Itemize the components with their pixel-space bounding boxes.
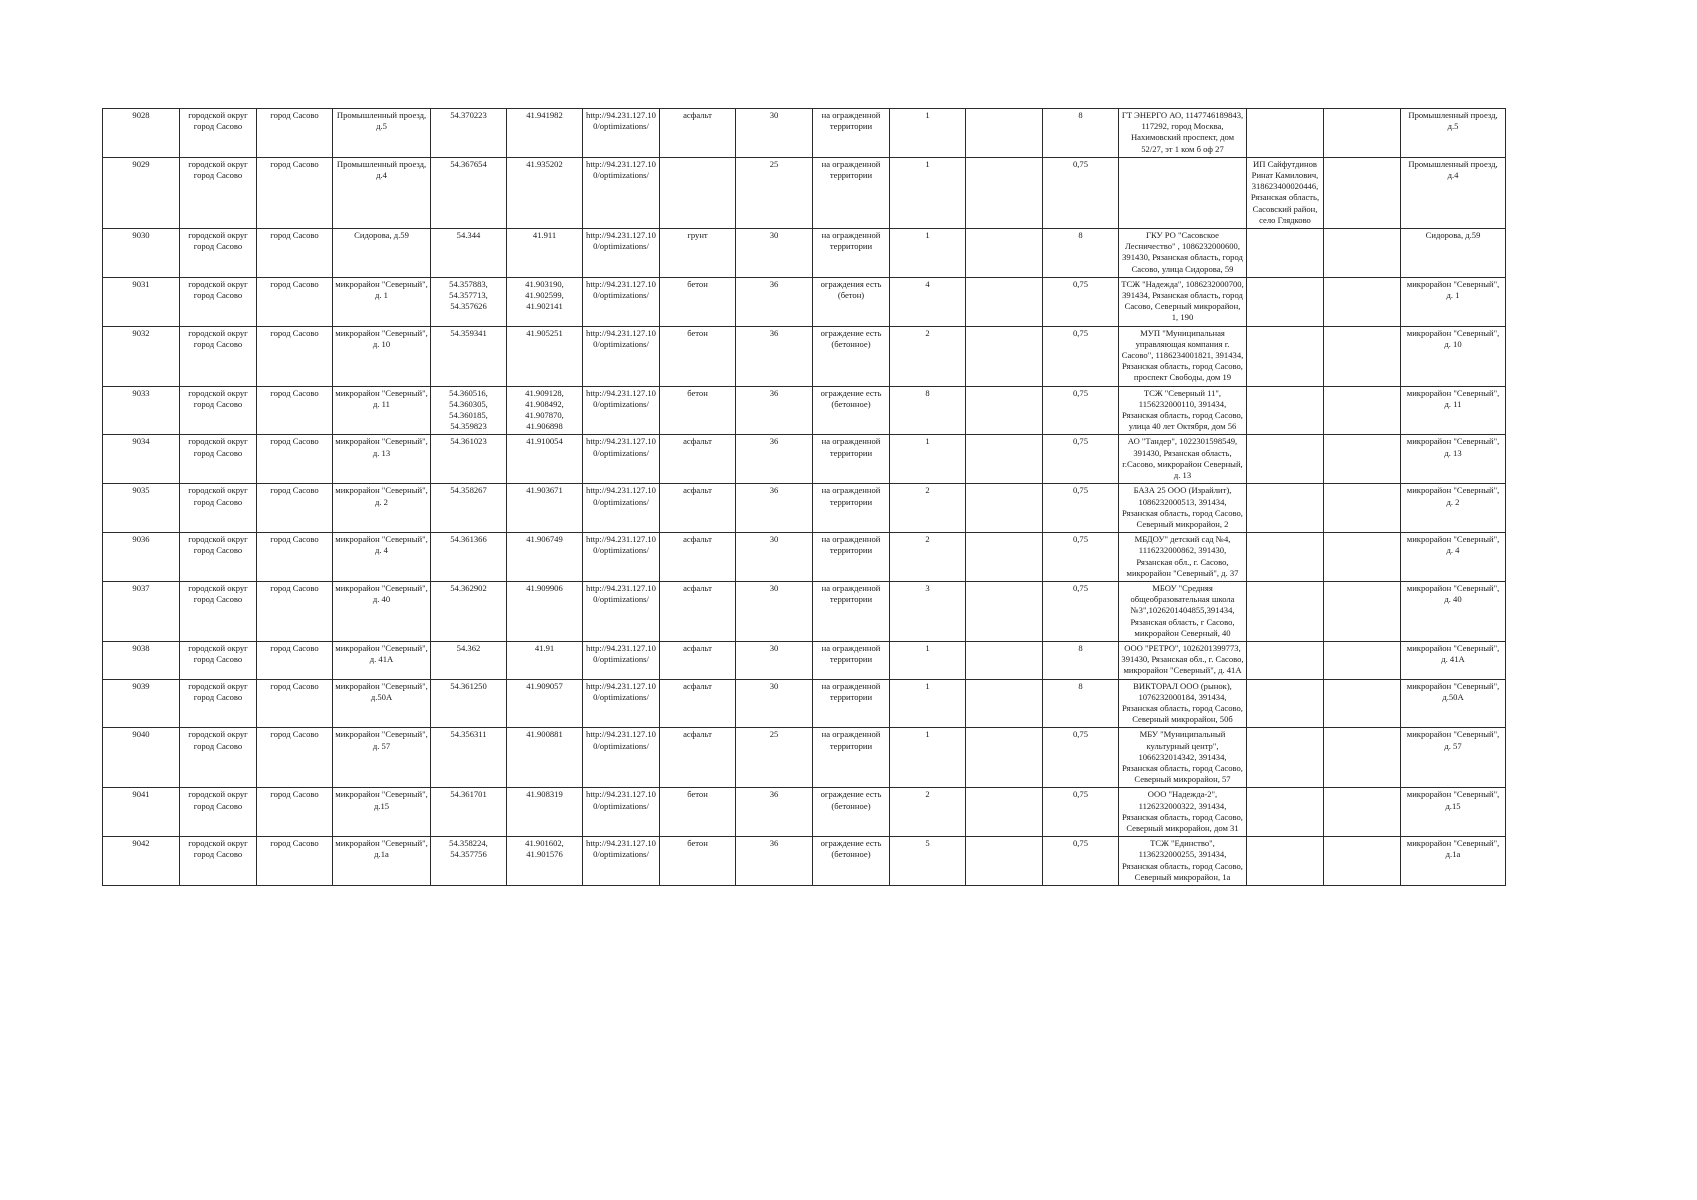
city-cell: город Сасово [257, 326, 333, 386]
container-volume-cell: 0,75 [1043, 788, 1119, 837]
site-number: 9040 [103, 728, 180, 788]
fence-cell: ограждение есть (бетонное) [813, 788, 890, 837]
longitude-cell: 41.906749 [507, 533, 583, 582]
owner-organization-cell: ТСЖ "Единство", 1136232000255, 391434, Рязанская область, город Сасово, Северный микрорайон, 1а [1119, 837, 1247, 886]
address-cell: Промышленный проезд, д.5 [333, 109, 431, 158]
container-volume-cell: 8 [1043, 229, 1119, 278]
city-cell: город Сасово [257, 109, 333, 158]
site-number: 9032 [103, 326, 180, 386]
address-cell: Сидорова, д.59 [333, 229, 431, 278]
area-cell: 30 [736, 109, 813, 158]
site-number: 9038 [103, 641, 180, 679]
container-volume-cell: 0,75 [1043, 533, 1119, 582]
longitude-cell: 41.909128, 41.908492, 41.907870, 41.906898 [507, 386, 583, 435]
map-link[interactable]: http://94.231.127.100/optimizations/ [583, 788, 660, 837]
owner-organization-cell: ООО "Надежда-2", 1126232000322, 391434, Рязанская область, город Сасово, Северный микрорайон, дом 31 [1119, 788, 1247, 837]
area-cell: 30 [736, 229, 813, 278]
surface-cell: бетон [660, 386, 736, 435]
surface-cell: асфальт [660, 679, 736, 728]
container-count-cell: 3 [890, 581, 966, 641]
district-cell: городской округ город Сасово [180, 679, 257, 728]
empty-cell [966, 581, 1043, 641]
empty-cell [1324, 837, 1401, 886]
source-address-cell: микрорайон "Северный", д. 10 [1401, 326, 1506, 386]
empty-cell [1324, 277, 1401, 326]
fence-cell: ограждение есть (бетонное) [813, 837, 890, 886]
owner-entrepreneur-cell [1247, 679, 1324, 728]
city-cell: город Сасово [257, 484, 333, 533]
area-cell: 36 [736, 837, 813, 886]
map-link[interactable]: http://94.231.127.100/optimizations/ [583, 435, 660, 484]
longitude-cell: 41.908319 [507, 788, 583, 837]
district-cell: городской округ город Сасово [180, 484, 257, 533]
surface-cell: бетон [660, 326, 736, 386]
area-cell: 36 [736, 788, 813, 837]
map-link[interactable]: http://94.231.127.100/optimizations/ [583, 728, 660, 788]
longitude-cell: 41.901602, 41.901576 [507, 837, 583, 886]
source-address-cell: микрорайон "Северный", д. 41А [1401, 641, 1506, 679]
table-row [103, 277, 1506, 326]
container-volume-cell: 0,75 [1043, 386, 1119, 435]
container-count-cell: 1 [890, 157, 966, 228]
fence-cell: на огражденной территории [813, 435, 890, 484]
district-cell: городской округ город Сасово [180, 641, 257, 679]
map-link[interactable]: http://94.231.127.100/optimizations/ [583, 641, 660, 679]
owner-entrepreneur-cell [1247, 109, 1324, 158]
container-volume-cell: 0,75 [1043, 157, 1119, 228]
longitude-cell: 41.909057 [507, 679, 583, 728]
district-cell: городской округ город Сасово [180, 435, 257, 484]
surface-cell: асфальт [660, 435, 736, 484]
district-cell: городской округ город Сасово [180, 229, 257, 278]
container-count-cell: 1 [890, 435, 966, 484]
empty-cell [1324, 788, 1401, 837]
address-cell: микрорайон "Северный", д. 40 [333, 581, 431, 641]
table-row [103, 581, 1506, 641]
latitude-cell: 54.358224, 54.357756 [431, 837, 507, 886]
empty-cell [1324, 386, 1401, 435]
empty-cell [1324, 229, 1401, 278]
empty-cell [1324, 157, 1401, 228]
source-address-cell: микрорайон "Северный", д. 11 [1401, 386, 1506, 435]
owner-entrepreneur-cell [1247, 728, 1324, 788]
owner-entrepreneur-cell [1247, 641, 1324, 679]
source-address-cell: Промышленный проезд, д.4 [1401, 157, 1506, 228]
site-number: 9031 [103, 277, 180, 326]
container-volume-cell: 0,75 [1043, 435, 1119, 484]
district-cell: городской округ город Сасово [180, 728, 257, 788]
source-address-cell: микрорайон "Северный", д.50А [1401, 679, 1506, 728]
container-count-cell: 4 [890, 277, 966, 326]
area-cell: 25 [736, 728, 813, 788]
latitude-cell: 54.361023 [431, 435, 507, 484]
fence-cell: на огражденной территории [813, 157, 890, 228]
empty-cell [966, 326, 1043, 386]
container-volume-cell: 0,75 [1043, 326, 1119, 386]
owner-organization-cell: ООО "РЕТРО", 1026201399773, 391430, Рязанская обл., г. Сасово, микрорайон "Северный", д. 41А [1119, 641, 1247, 679]
area-cell: 25 [736, 157, 813, 228]
surface-cell: асфальт [660, 728, 736, 788]
owner-entrepreneur-cell [1247, 229, 1324, 278]
latitude-cell: 54.367654 [431, 157, 507, 228]
container-count-cell: 2 [890, 326, 966, 386]
empty-cell [966, 435, 1043, 484]
longitude-cell: 41.941982 [507, 109, 583, 158]
map-link[interactable]: http://94.231.127.100/optimizations/ [583, 157, 660, 228]
address-cell: микрорайон "Северный", д. 57 [333, 728, 431, 788]
map-link[interactable]: http://94.231.127.100/optimizations/ [583, 837, 660, 886]
address-cell: микрорайон "Северный", д. 13 [333, 435, 431, 484]
source-address-cell: микрорайон "Северный", д. 2 [1401, 484, 1506, 533]
container-count-cell: 1 [890, 641, 966, 679]
district-cell: городской округ город Сасово [180, 277, 257, 326]
city-cell: город Сасово [257, 435, 333, 484]
owner-organization-cell: МУП "Муниципальная управляющая компания г. Сасово", 1186234001821, 391434, Рязанская область, город Сасово, проспект Свободы, дом 19 [1119, 326, 1247, 386]
empty-cell [1324, 326, 1401, 386]
site-number: 9036 [103, 533, 180, 582]
source-address-cell: микрорайон "Северный", д. 1 [1401, 277, 1506, 326]
fence-cell: на огражденной территории [813, 533, 890, 582]
owner-organization-cell: ТСЖ "Северный 11", 1156232000110, 391434, Рязанская область, город Сасово, улица 40 лет Октября, дом 56 [1119, 386, 1247, 435]
container-count-cell: 1 [890, 229, 966, 278]
table-row [103, 484, 1506, 533]
address-cell: Промышленный проезд, д.4 [333, 157, 431, 228]
empty-cell [966, 728, 1043, 788]
fence-cell: ограждение есть (бетонное) [813, 326, 890, 386]
owner-entrepreneur-cell [1247, 533, 1324, 582]
owner-entrepreneur-cell [1247, 837, 1324, 886]
container-volume-cell: 0,75 [1043, 484, 1119, 533]
address-cell: микрорайон "Северный", д.50А [333, 679, 431, 728]
container-volume-cell: 8 [1043, 679, 1119, 728]
container-count-cell: 1 [890, 679, 966, 728]
owner-entrepreneur-cell [1247, 386, 1324, 435]
map-link[interactable]: http://94.231.127.100/optimizations/ [583, 386, 660, 435]
latitude-cell: 54.360516, 54.360305, 54.360185, 54.359823 [431, 386, 507, 435]
empty-cell [1324, 435, 1401, 484]
address-cell: микрорайон "Северный", д. 11 [333, 386, 431, 435]
district-cell: городской округ город Сасово [180, 788, 257, 837]
site-number: 9029 [103, 157, 180, 228]
city-cell: город Сасово [257, 837, 333, 886]
empty-cell [966, 679, 1043, 728]
empty-cell [966, 788, 1043, 837]
site-number: 9033 [103, 386, 180, 435]
longitude-cell: 41.91 [507, 641, 583, 679]
surface-cell: асфальт [660, 109, 736, 158]
container-volume-cell: 0,75 [1043, 837, 1119, 886]
area-cell: 36 [736, 277, 813, 326]
longitude-cell: 41.910054 [507, 435, 583, 484]
fence-cell: на огражденной территории [813, 679, 890, 728]
address-cell: микрорайон "Северный", д.1а [333, 837, 431, 886]
empty-cell [1324, 484, 1401, 533]
container-count-cell: 8 [890, 386, 966, 435]
longitude-cell: 41.909906 [507, 581, 583, 641]
area-cell: 36 [736, 435, 813, 484]
empty-cell [1324, 679, 1401, 728]
site-number: 9028 [103, 109, 180, 158]
map-link[interactable]: http://94.231.127.100/optimizations/ [583, 277, 660, 326]
owner-organization-cell: ВИКТОРАЛ ООО (рынок), 1076232000184, 391434, Рязанская область, город Сасово, Северный микрорайон, 50б [1119, 679, 1247, 728]
map-link[interactable]: http://94.231.127.100/optimizations/ [583, 229, 660, 278]
district-cell: городской округ город Сасово [180, 109, 257, 158]
table-row [103, 837, 1506, 886]
empty-cell [966, 837, 1043, 886]
longitude-cell: 41.935202 [507, 157, 583, 228]
latitude-cell: 54.370223 [431, 109, 507, 158]
empty-cell [966, 277, 1043, 326]
map-link[interactable]: http://94.231.127.100/optimizations/ [583, 679, 660, 728]
empty-cell [1324, 109, 1401, 158]
site-number: 9042 [103, 837, 180, 886]
empty-cell [1324, 728, 1401, 788]
site-number: 9034 [103, 435, 180, 484]
latitude-cell: 54.358267 [431, 484, 507, 533]
table-row [103, 157, 1506, 228]
map-link[interactable]: http://94.231.127.100/optimizations/ [583, 109, 660, 158]
empty-cell [966, 484, 1043, 533]
city-cell: город Сасово [257, 641, 333, 679]
empty-cell [966, 157, 1043, 228]
owner-entrepreneur-cell: ИП Сайфутдинов Ринат Камилович, 318623400020446, Рязанская область, Сасовский район, село Глядково [1247, 157, 1324, 228]
surface-cell: грунт [660, 229, 736, 278]
latitude-cell: 54.361701 [431, 788, 507, 837]
city-cell: город Сасово [257, 533, 333, 582]
fence-cell: ограждение есть (бетонное) [813, 386, 890, 435]
source-address-cell: Сидорова, д.59 [1401, 229, 1506, 278]
container-volume-cell: 8 [1043, 109, 1119, 158]
table-row [103, 728, 1506, 788]
owner-organization-cell: АО "Тандер", 1022301598549, 391430, Рязанская область, г.Сасово, микрорайон Северный, д. 13 [1119, 435, 1247, 484]
area-cell: 36 [736, 386, 813, 435]
table-row [103, 435, 1506, 484]
empty-cell [1324, 641, 1401, 679]
fence-cell: ограждения есть (бетон) [813, 277, 890, 326]
address-cell: микрорайон "Северный", д. 10 [333, 326, 431, 386]
map-link[interactable]: http://94.231.127.100/optimizations/ [583, 484, 660, 533]
source-address-cell: микрорайон "Северный", д. 40 [1401, 581, 1506, 641]
container-volume-cell: 8 [1043, 641, 1119, 679]
district-cell: городской округ город Сасово [180, 157, 257, 228]
owner-organization-cell [1119, 157, 1247, 228]
district-cell: городской округ город Сасово [180, 386, 257, 435]
surface-cell: асфальт [660, 533, 736, 582]
latitude-cell: 54.344 [431, 229, 507, 278]
owner-organization-cell: ГТ ЭНЕРГО АО, 1147746189843, 117292, город Москва, Нахимовский проспект, дом 52/27, эт 1 ком б оф 27 [1119, 109, 1247, 158]
container-count-cell: 1 [890, 728, 966, 788]
table-row [103, 326, 1506, 386]
container-volume-cell: 0,75 [1043, 277, 1119, 326]
table-body [103, 109, 1506, 886]
longitude-cell: 41.911 [507, 229, 583, 278]
empty-cell [966, 109, 1043, 158]
source-address-cell: микрорайон "Северный", д. 13 [1401, 435, 1506, 484]
site-number: 9041 [103, 788, 180, 837]
longitude-cell: 41.900881 [507, 728, 583, 788]
container-volume-cell: 0,75 [1043, 581, 1119, 641]
owner-entrepreneur-cell [1247, 788, 1324, 837]
source-address-cell: микрорайон "Северный", д.1а [1401, 837, 1506, 886]
area-cell: 30 [736, 581, 813, 641]
table-row [103, 788, 1506, 837]
fence-cell: на огражденной территории [813, 581, 890, 641]
address-cell: микрорайон "Северный", д. 41А [333, 641, 431, 679]
surface-cell: асфальт [660, 484, 736, 533]
table-row [103, 679, 1506, 728]
area-cell: 30 [736, 641, 813, 679]
empty-cell [966, 533, 1043, 582]
surface-cell: бетон [660, 277, 736, 326]
city-cell: город Сасово [257, 157, 333, 228]
container-count-cell: 2 [890, 788, 966, 837]
site-number: 9039 [103, 679, 180, 728]
owner-entrepreneur-cell [1247, 277, 1324, 326]
longitude-cell: 41.905251 [507, 326, 583, 386]
city-cell: город Сасово [257, 229, 333, 278]
table-row [103, 229, 1506, 278]
district-cell: городской округ город Сасово [180, 326, 257, 386]
surface-cell: асфальт [660, 581, 736, 641]
latitude-cell: 54.361250 [431, 679, 507, 728]
area-cell: 36 [736, 326, 813, 386]
area-cell: 30 [736, 679, 813, 728]
latitude-cell: 54.362 [431, 641, 507, 679]
area-cell: 30 [736, 533, 813, 582]
source-address-cell: микрорайон "Северный", д. 57 [1401, 728, 1506, 788]
latitude-cell: 54.361366 [431, 533, 507, 582]
container-count-cell: 5 [890, 837, 966, 886]
address-cell: микрорайон "Северный", д. 4 [333, 533, 431, 582]
map-link[interactable]: http://94.231.127.100/optimizations/ [583, 581, 660, 641]
empty-cell [1324, 581, 1401, 641]
surface-cell: бетон [660, 788, 736, 837]
district-cell: городской округ город Сасово [180, 533, 257, 582]
owner-entrepreneur-cell [1247, 435, 1324, 484]
address-cell: микрорайон "Северный", д.15 [333, 788, 431, 837]
surface-cell: бетон [660, 837, 736, 886]
table-row [103, 533, 1506, 582]
owner-organization-cell: ТСЖ "Надежда", 1086232000700, 391434, Рязанская область, город Сасово, Северный микрорайон, 1, 190 [1119, 277, 1247, 326]
district-cell: городской округ город Сасово [180, 837, 257, 886]
table-row [103, 386, 1506, 435]
container-count-cell: 1 [890, 109, 966, 158]
fence-cell: на огражденной территории [813, 484, 890, 533]
address-cell: микрорайон "Северный", д. 1 [333, 277, 431, 326]
owner-entrepreneur-cell [1247, 484, 1324, 533]
owner-organization-cell: ГКУ РО "Сасовское Лесничество" , 1086232000600, 391430, Рязанская область, город Сасово, улица Сидорова, 59 [1119, 229, 1247, 278]
longitude-cell: 41.903671 [507, 484, 583, 533]
waste-sites-table [102, 108, 1506, 886]
owner-entrepreneur-cell [1247, 581, 1324, 641]
city-cell: город Сасово [257, 581, 333, 641]
latitude-cell: 54.362902 [431, 581, 507, 641]
owner-organization-cell: МБДОУ" детский сад №4, 1116232000862, 391430, Рязанская обл., г. Сасово, микрорайон "Северный", д. 37 [1119, 533, 1247, 582]
city-cell: город Сасово [257, 788, 333, 837]
longitude-cell: 41.903190, 41.902599, 41.902141 [507, 277, 583, 326]
latitude-cell: 54.356311 [431, 728, 507, 788]
fence-cell: на огражденной территории [813, 229, 890, 278]
fence-cell: на огражденной территории [813, 109, 890, 158]
map-link[interactable]: http://94.231.127.100/optimizations/ [583, 533, 660, 582]
container-count-cell: 2 [890, 533, 966, 582]
owner-organization-cell: МБОУ "Средняя общеобразовательная школа №3",1026201404855,391434, Рязанская область, г Сасово, микрорайон Северный, 40 [1119, 581, 1247, 641]
source-address-cell: Промышленный проезд, д.5 [1401, 109, 1506, 158]
owner-organization-cell: БАЗА 25 ООО (Израйлит), 1086232000513, 391434, Рязанская область, город Сасово, Северный микрорайон, 2 [1119, 484, 1247, 533]
empty-cell [966, 386, 1043, 435]
city-cell: город Сасово [257, 386, 333, 435]
container-volume-cell: 0,75 [1043, 728, 1119, 788]
empty-cell [966, 641, 1043, 679]
site-number: 9030 [103, 229, 180, 278]
site-number: 9037 [103, 581, 180, 641]
empty-cell [1324, 533, 1401, 582]
site-number: 9035 [103, 484, 180, 533]
container-count-cell: 2 [890, 484, 966, 533]
map-link[interactable]: http://94.231.127.100/optimizations/ [583, 326, 660, 386]
latitude-cell: 54.357883, 54.357713, 54.357626 [431, 277, 507, 326]
empty-cell [966, 229, 1043, 278]
source-address-cell: микрорайон "Северный", д.15 [1401, 788, 1506, 837]
surface-cell [660, 157, 736, 228]
city-cell: город Сасово [257, 679, 333, 728]
owner-entrepreneur-cell [1247, 326, 1324, 386]
table-row [103, 109, 1506, 158]
table-row [103, 641, 1506, 679]
fence-cell: на огражденной территории [813, 641, 890, 679]
owner-organization-cell: МБУ "Муниципальный культурный центр", 1066232014342, 391434, Рязанская область, город Сасово, Северный микрорайон, 57 [1119, 728, 1247, 788]
city-cell: город Сасово [257, 728, 333, 788]
district-cell: городской округ город Сасово [180, 581, 257, 641]
address-cell: микрорайон "Северный", д. 2 [333, 484, 431, 533]
city-cell: город Сасово [257, 277, 333, 326]
surface-cell: асфальт [660, 641, 736, 679]
source-address-cell: микрорайон "Северный", д. 4 [1401, 533, 1506, 582]
fence-cell: на огражденной территории [813, 728, 890, 788]
latitude-cell: 54.359341 [431, 326, 507, 386]
area-cell: 36 [736, 484, 813, 533]
